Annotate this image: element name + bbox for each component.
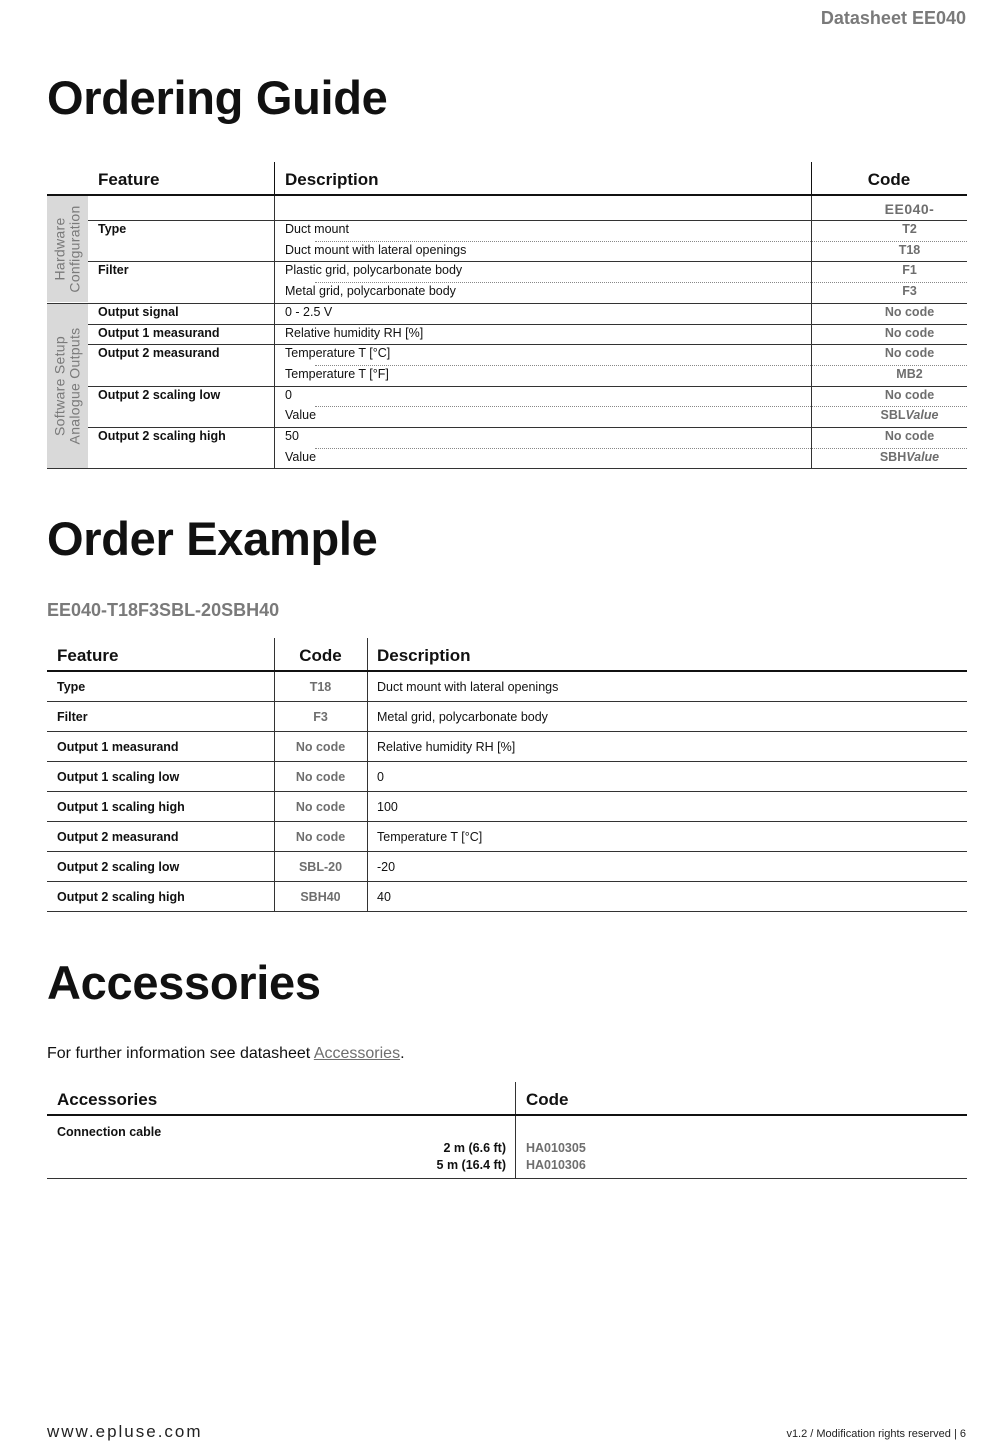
code-value: F3 bbox=[902, 284, 917, 299]
ordering-guide-header bbox=[47, 162, 967, 196]
accessory-code: HA010305 bbox=[526, 1141, 586, 1155]
order-example-row bbox=[47, 672, 967, 702]
code-cell: No code bbox=[295, 740, 346, 754]
feature-cell: Output 2 measurand bbox=[57, 830, 179, 844]
description-cell: 0 bbox=[377, 770, 384, 784]
feature-cell: Output 2 measurand bbox=[98, 346, 220, 361]
description-cell: Temperature T [°C] bbox=[285, 346, 391, 361]
order-example-body bbox=[47, 672, 967, 912]
description-cell: Plastic grid, polycarbonate body bbox=[285, 263, 463, 278]
feature-cell: Output 2 scaling high bbox=[98, 429, 226, 443]
group-software-setup: Software Setup Analogue Outputs bbox=[47, 304, 88, 468]
ordering-guide-row bbox=[88, 427, 967, 448]
code-cell bbox=[852, 344, 967, 365]
code-value: No code bbox=[884, 387, 935, 402]
accessories-datasheet-link[interactable]: Accessories bbox=[313, 1045, 401, 1062]
ordering-guide-row bbox=[88, 220, 967, 241]
description-cell: Metal grid, polycarbonate body bbox=[285, 284, 456, 299]
description-cell: Temperature T [°C] bbox=[377, 830, 483, 844]
ordering-guide-row bbox=[88, 386, 967, 407]
description-cell: Metal grid, polycarbonate body bbox=[377, 710, 548, 724]
code-value: F1 bbox=[902, 263, 917, 278]
ordering-guide-row bbox=[88, 448, 967, 469]
ordering-guide-row bbox=[88, 365, 967, 386]
feature-cell: Output 1 scaling high bbox=[57, 800, 185, 814]
code-cell bbox=[852, 365, 967, 386]
code-cell: No code bbox=[295, 830, 346, 844]
feature-cell: Output 1 scaling low bbox=[57, 770, 180, 784]
example-order-code: EE040-T18F3SBL-20SBH40 bbox=[47, 600, 280, 620]
col-code-header: Code bbox=[867, 170, 911, 189]
col-code-header: Code bbox=[299, 646, 342, 665]
feature-cell bbox=[98, 448, 268, 469]
description-cell: Duct mount with lateral openings bbox=[285, 242, 467, 257]
description-cell: Temperature T [°F] bbox=[285, 366, 389, 381]
footer-version-note: v1.2 / Modification rights reserved | 6 bbox=[786, 1428, 966, 1440]
code-suffix: Value bbox=[905, 408, 939, 423]
ordering-guide-row bbox=[88, 324, 967, 345]
order-example-row bbox=[47, 852, 967, 882]
code-cell bbox=[852, 324, 967, 345]
feature-cell: Output 2 scaling low bbox=[57, 860, 180, 874]
ordering-guide-row bbox=[88, 406, 967, 427]
col-feature-header: Feature bbox=[57, 646, 119, 665]
description-cell: Duct mount bbox=[285, 222, 349, 236]
order-example-title: Order Example bbox=[47, 512, 378, 565]
code-suffix: Value bbox=[906, 449, 940, 464]
order-example-header bbox=[47, 638, 967, 672]
code-value: SBL bbox=[880, 408, 906, 423]
description-cell: Relative humidity RH [%] bbox=[285, 325, 424, 340]
code-value: No code bbox=[884, 429, 935, 443]
ordering-guide-row bbox=[88, 282, 967, 303]
ordering-guide-title: Ordering Guide bbox=[47, 71, 388, 124]
accessories-title: Accessories bbox=[47, 956, 321, 1009]
description-cell: 40 bbox=[377, 890, 391, 904]
order-example-row bbox=[47, 792, 967, 822]
feature-cell bbox=[98, 282, 268, 303]
description-cell: Relative humidity RH [%] bbox=[377, 740, 516, 754]
accessories-header bbox=[47, 1082, 967, 1116]
code-cell bbox=[852, 386, 967, 407]
ordering-guide-row bbox=[88, 261, 967, 282]
code-cell: SBL-20 bbox=[298, 860, 343, 874]
order-example-row bbox=[47, 732, 967, 762]
feature-cell bbox=[98, 365, 268, 386]
code-cell bbox=[852, 261, 967, 282]
code-cell bbox=[852, 406, 967, 427]
col-description-header: Description bbox=[377, 646, 471, 665]
code-cell: No code bbox=[295, 800, 346, 814]
feature-cell: Filter bbox=[57, 710, 88, 724]
code-cell: No code bbox=[295, 770, 346, 784]
description-cell: 0 - 2.5 V bbox=[285, 304, 333, 319]
col-code-header: Code bbox=[526, 1090, 569, 1109]
feature-cell: Filter bbox=[98, 263, 129, 278]
code-cell bbox=[852, 241, 967, 262]
code-value: T2 bbox=[902, 222, 917, 236]
doc-title: Datasheet EE040 bbox=[820, 8, 966, 28]
order-example-row bbox=[47, 762, 967, 792]
code-value: No code bbox=[884, 325, 935, 340]
accessory-code: HA010306 bbox=[526, 1158, 586, 1172]
code-value: No code bbox=[884, 304, 935, 319]
base-code: EE040- bbox=[884, 201, 935, 217]
feature-cell: Type bbox=[57, 680, 86, 694]
accessory-length: 5 m (16.4 ft) bbox=[436, 1158, 506, 1172]
code-cell bbox=[852, 303, 967, 324]
feature-cell: Output 2 scaling high bbox=[57, 890, 185, 904]
order-example-table bbox=[47, 638, 967, 912]
code-cell bbox=[852, 282, 967, 303]
description-cell: 100 bbox=[377, 800, 398, 814]
ordering-guide-table bbox=[47, 162, 967, 469]
ordering-guide-row bbox=[88, 303, 967, 324]
description-cell: 50 bbox=[285, 429, 299, 443]
group-hardware-configuration: Hardware Configuration bbox=[47, 196, 88, 302]
feature-cell bbox=[98, 406, 268, 427]
feature-cell: Type bbox=[98, 222, 127, 236]
ordering-guide-row bbox=[88, 241, 967, 262]
order-example-row bbox=[47, 882, 967, 912]
ordering-guide-body bbox=[47, 196, 967, 469]
description-cell: Value bbox=[285, 449, 317, 464]
order-example-row bbox=[47, 702, 967, 732]
accessories-table bbox=[47, 1082, 967, 1179]
accessories-intro: For further information see datasheet Accessories. bbox=[47, 1045, 405, 1062]
col-description-header: Description bbox=[285, 170, 379, 189]
code-cell bbox=[852, 220, 967, 241]
code-cell: F3 bbox=[313, 710, 328, 724]
col-accessories-header: Accessories bbox=[57, 1090, 158, 1109]
order-example-row bbox=[47, 822, 967, 852]
accessory-length: 2 m (6.6 ft) bbox=[443, 1141, 506, 1155]
code-value: No code bbox=[884, 346, 935, 361]
description-cell: Duct mount with lateral openings bbox=[377, 680, 559, 694]
code-value: T18 bbox=[898, 242, 921, 257]
ordering-guide-row bbox=[88, 344, 967, 365]
footer-website: www.epluse.com bbox=[47, 1422, 203, 1441]
description-cell: -20 bbox=[377, 860, 396, 874]
feature-cell: Output 1 measurand bbox=[98, 325, 220, 340]
description-cell: 0 bbox=[285, 387, 292, 402]
feature-cell bbox=[98, 241, 268, 262]
code-value: MB2 bbox=[896, 366, 923, 381]
feature-cell: Output signal bbox=[98, 304, 179, 319]
accessories-body bbox=[47, 1116, 967, 1179]
code-cell bbox=[852, 427, 967, 448]
col-feature-header: Feature bbox=[98, 170, 160, 189]
code-value: SBH bbox=[879, 449, 907, 464]
feature-cell: Output 1 measurand bbox=[57, 740, 179, 754]
accessory-name: Connection cable bbox=[57, 1125, 162, 1139]
code-cell bbox=[852, 448, 967, 469]
code-cell: T18 bbox=[309, 680, 332, 694]
code-cell: SBH40 bbox=[300, 890, 341, 904]
description-cell: Value bbox=[285, 408, 317, 423]
base-code-row bbox=[88, 196, 967, 220]
feature-cell: Output 2 scaling low bbox=[98, 387, 221, 402]
